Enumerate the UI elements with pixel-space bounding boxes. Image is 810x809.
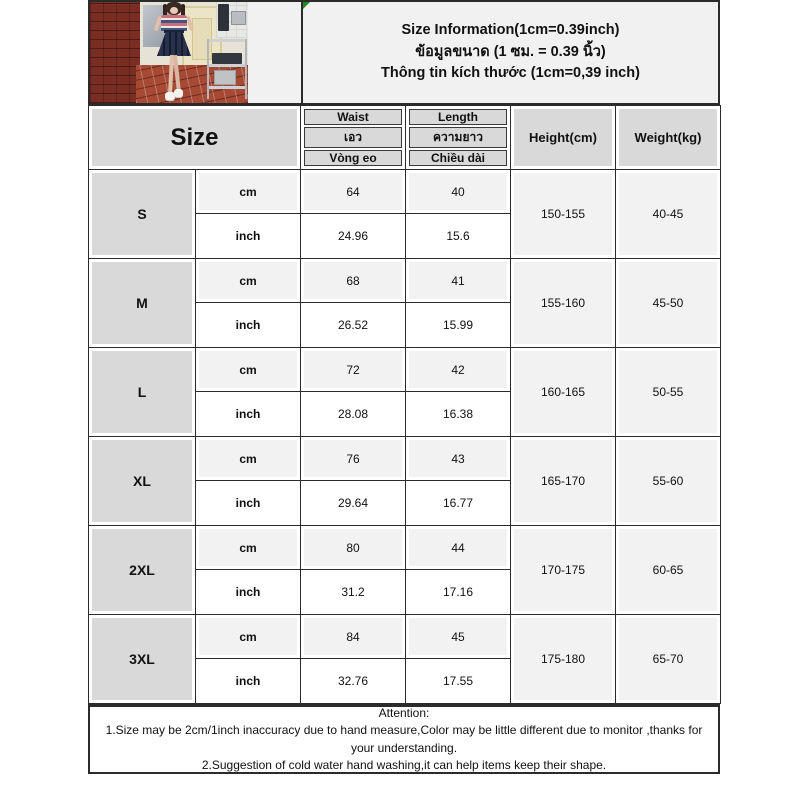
size-table <box>88 105 721 704</box>
length-cm-value: 44 <box>406 526 511 570</box>
size-label-cell: 3XL <box>89 615 196 704</box>
length-label-en: Length <box>409 109 507 125</box>
waist-inch-value: 24.96 <box>301 214 406 259</box>
photo-appliance-silver <box>231 11 246 25</box>
title-thai: ข้อมูลขนาด (1 ซม. = 0.39 นิ้ว) <box>415 43 606 60</box>
unit-cell: cm <box>196 348 301 392</box>
size-label-cell: S <box>89 170 196 259</box>
unit-cell: cm <box>196 259 301 303</box>
waist-cm-value: 64 <box>301 170 406 214</box>
waist-cm-value: 76 <box>301 437 406 481</box>
length-cm-value: 42 <box>406 348 511 392</box>
attention-box <box>88 704 720 774</box>
model-striped-top <box>161 15 187 31</box>
unit-cell: cm <box>196 437 301 481</box>
table-header-row <box>89 106 721 170</box>
product-photo <box>90 2 248 103</box>
length-header-cell <box>406 106 511 170</box>
waist-cm-value: 80 <box>301 526 406 570</box>
model-shoe <box>174 89 183 97</box>
length-cm-value: 45 <box>406 615 511 659</box>
attention-line-2: 2.Suggestion of cold water hand washing,it can help items keep their shape. <box>201 757 607 772</box>
height-range-cell: 165-170 <box>511 437 616 526</box>
height-range-cell: 175-180 <box>511 615 616 704</box>
unit-cell: inch <box>196 659 301 704</box>
unit-cell: inch <box>196 392 301 437</box>
size-label-cell: 2XL <box>89 526 196 615</box>
photo-brick-wall <box>90 2 140 103</box>
table-row <box>89 437 721 481</box>
size-chart-content <box>88 0 720 774</box>
table-row <box>89 348 721 392</box>
length-cm-value: 40 <box>406 170 511 214</box>
waist-label-vi: Vòng eo <box>304 150 402 166</box>
waist-inch-value: 26.52 <box>301 303 406 348</box>
weight-header-cell <box>616 106 721 170</box>
size-label-cell: L <box>89 348 196 437</box>
photo-appliance <box>218 4 229 31</box>
size-header-cell <box>89 106 301 170</box>
length-label-th: ความยาว <box>409 127 507 148</box>
waist-inch-value: 32.76 <box>301 659 406 704</box>
unit-cell: cm <box>196 526 301 570</box>
length-inch-value: 17.55 <box>406 659 511 704</box>
weight-range-cell: 45-50 <box>616 259 721 348</box>
unit-cell: inch <box>196 214 301 259</box>
waist-inch-value: 29.64 <box>301 481 406 526</box>
weight-range-cell: 55-60 <box>616 437 721 526</box>
photo-cart-item <box>212 53 242 64</box>
unit-cell: inch <box>196 570 301 615</box>
weight-range-cell: 50-55 <box>616 348 721 437</box>
waist-label-en: Waist <box>304 109 402 125</box>
unit-cell: inch <box>196 481 301 526</box>
length-inch-value: 17.16 <box>406 570 511 615</box>
length-inch-value: 15.99 <box>406 303 511 348</box>
weight-header-label: Weight(kg) <box>619 109 717 166</box>
weight-range-cell: 65-70 <box>616 615 721 704</box>
height-header-cell <box>511 106 616 170</box>
product-photo-cell <box>90 2 303 103</box>
waist-inch-value: 31.2 <box>301 570 406 615</box>
table-row <box>89 615 721 659</box>
length-inch-value: 16.38 <box>406 392 511 437</box>
attention-line-1: 1.Size may be 2cm/1inch inaccuracy due to hand measure,Color may be little different due to monitor ,thanks for your understanding. <box>105 723 703 755</box>
attention-title: Attention: <box>378 705 430 720</box>
green-corner-marker <box>303 2 310 9</box>
waist-label-th: เอว <box>304 127 402 148</box>
waist-cm-value: 68 <box>301 259 406 303</box>
unit-cell: cm <box>196 615 301 659</box>
waist-header-cell <box>301 106 406 170</box>
length-cm-value: 41 <box>406 259 511 303</box>
height-range-cell: 150-155 <box>511 170 616 259</box>
length-inch-value: 16.77 <box>406 481 511 526</box>
height-range-cell: 160-165 <box>511 348 616 437</box>
table-row <box>89 170 721 214</box>
size-label-cell: XL <box>89 437 196 526</box>
unit-cell: cm <box>196 170 301 214</box>
model-pleated-skirt <box>157 32 191 56</box>
size-label-cell: M <box>89 259 196 348</box>
length-inch-value: 15.6 <box>406 214 511 259</box>
weight-range-cell: 60-65 <box>616 526 721 615</box>
waist-cm-value: 84 <box>301 615 406 659</box>
photo-cart-box <box>214 70 236 85</box>
table-row <box>89 259 721 303</box>
table-row <box>89 526 721 570</box>
waist-cm-value: 72 <box>301 348 406 392</box>
height-range-cell: 170-175 <box>511 526 616 615</box>
size-header-label: Size <box>92 109 297 166</box>
height-range-cell: 155-160 <box>511 259 616 348</box>
title-english: Size Information(1cm=0.39inch) <box>401 22 620 39</box>
length-cm-value: 43 <box>406 437 511 481</box>
top-section <box>88 0 720 105</box>
waist-inch-value: 28.08 <box>301 392 406 437</box>
size-info-header <box>303 2 718 103</box>
photo-metal-cart <box>207 39 247 99</box>
height-header-label: Height(cm) <box>514 109 612 166</box>
unit-cell: inch <box>196 303 301 348</box>
title-vietnamese: Thông tin kích thước (1cm=0,39 inch) <box>381 65 640 82</box>
length-label-vi: Chiều dài <box>409 150 507 166</box>
weight-range-cell: 40-45 <box>616 170 721 259</box>
photo-model <box>152 2 196 103</box>
